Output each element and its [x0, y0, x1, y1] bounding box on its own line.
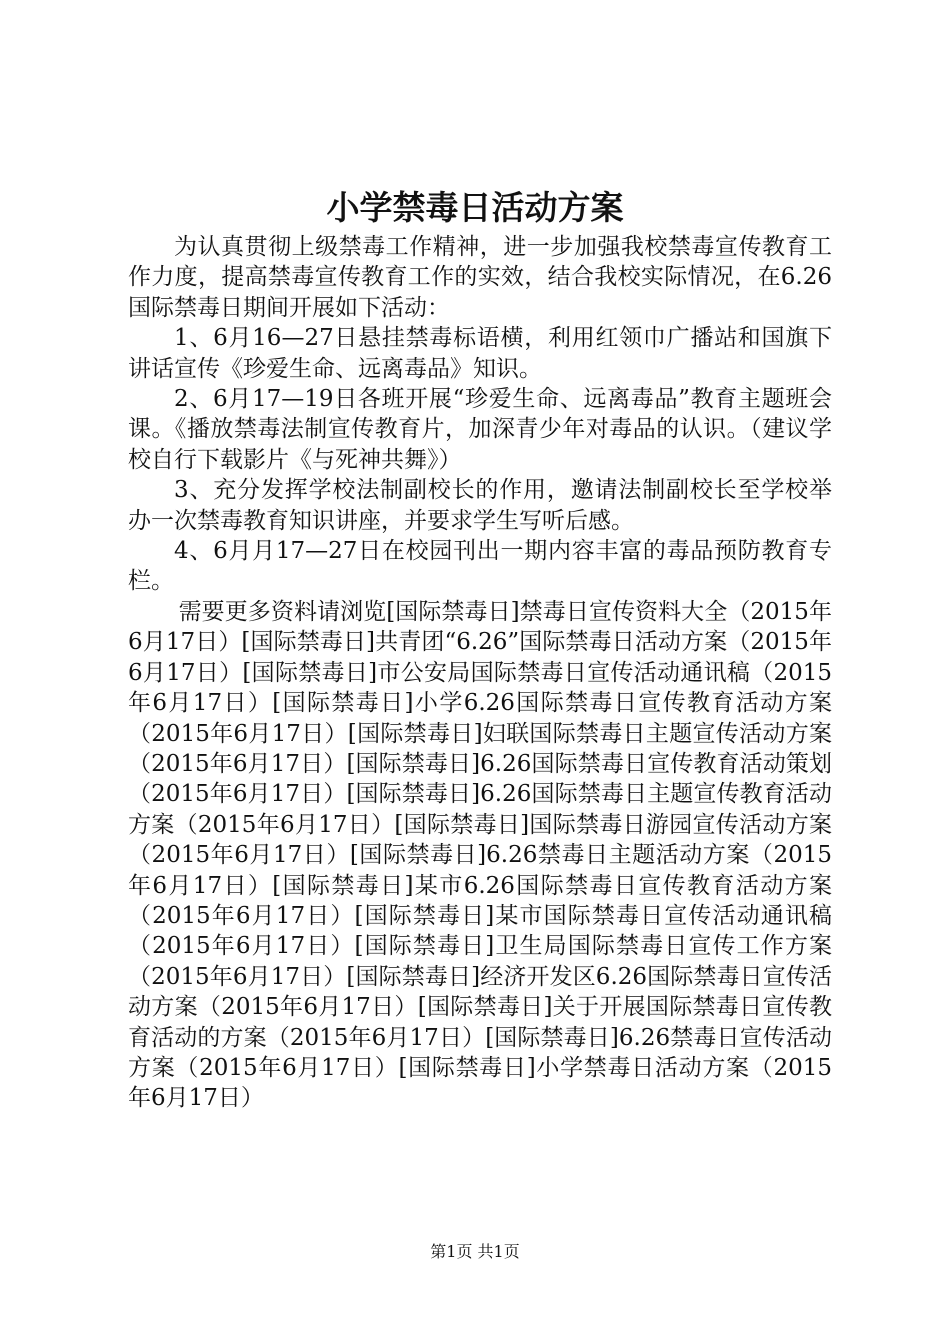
activity-item-1: 1、6月16—27日悬挂禁毒标语横，利用红领巾广播站和国旗下讲话宣传《珍爱生命、远离毒品》知识。 — [128, 325, 832, 382]
related-materials-paragraph: 需要更多资料请浏览[国际禁毒日]禁毒日宣传资料大全（2015年6月17日）[国际禁毒日]共青团“6.26”国际禁毒日活动方案（2015年6月17日）[国际禁毒日]市公安局国际禁毒日宣传活动通讯稿（2015年6月17日）[国际禁毒日]小学6.26国际禁毒日宣传教育活动方案（2015年6月17日）[国际禁毒日]妇联国际禁毒日主题宣传活动方案（2015年6月17日）[国际禁毒日]6.26国际禁毒日宣传教育活动策划（2015年6月17日）[国际禁毒日]6.26国际禁毒日主题宣传教育活动方案（2015年6月17日）[国际禁毒日]国际禁毒日游园宣传活动方案（2015年6月17日）[国际禁毒日]6.26禁毒日主题活动方案（2015年6月17日）[国际禁毒日]某市6.26国际禁毒日宣传教育活动方案（2015年6月17日）[国际禁毒日]某市国际禁毒日宣传活动通讯稿（2015年6月17日）[国际禁毒日]卫生局国际禁毒日宣传工作方案（2015年6月17日）[国际禁毒日]经济开发区6.26国际禁毒日宣传活动方案（2015年6月17日）[国际禁毒日]关于开展国际禁毒日宣传教育活动的方案（2015年6月17日）[国际禁毒日]6.26禁毒日宣传活动方案（2015年6月17日）[国际禁毒日]小学禁毒日活动方案（2015年6月17日） — [128, 598, 832, 1112]
activity-item-4: 4、6月月17—27日在校园刊出一期内容丰富的毒品预防教育专栏。 — [128, 538, 832, 595]
page-number-footer: 第1页 共1页 — [430, 1242, 520, 1261]
document-title: 小学禁毒日活动方案 — [326, 188, 624, 227]
activity-item-2: 2、6月17—19日各班开展“珍爱生命、远离毒品”教育主题班会课。《播放禁毒法制宣传教育片，加深青少年对毒品的认识。（建议学校自行下载影片《与死神共舞》） — [128, 386, 832, 473]
activity-item-3: 3、充分发挥学校法制副校长的作用，邀请法制副校长至学校举办一次禁毒教育知识讲座，并要求学生写听后感。 — [128, 477, 832, 534]
document-body — [128, 232, 832, 1114]
intro-paragraph: 为认真贯彻上级禁毒工作精神，进一步加强我校禁毒宣传教育工作力度，提高禁毒宣传教育工作的实效，结合我校实际情况，在6.26国际禁毒日期间开展如下活动： — [128, 234, 832, 321]
